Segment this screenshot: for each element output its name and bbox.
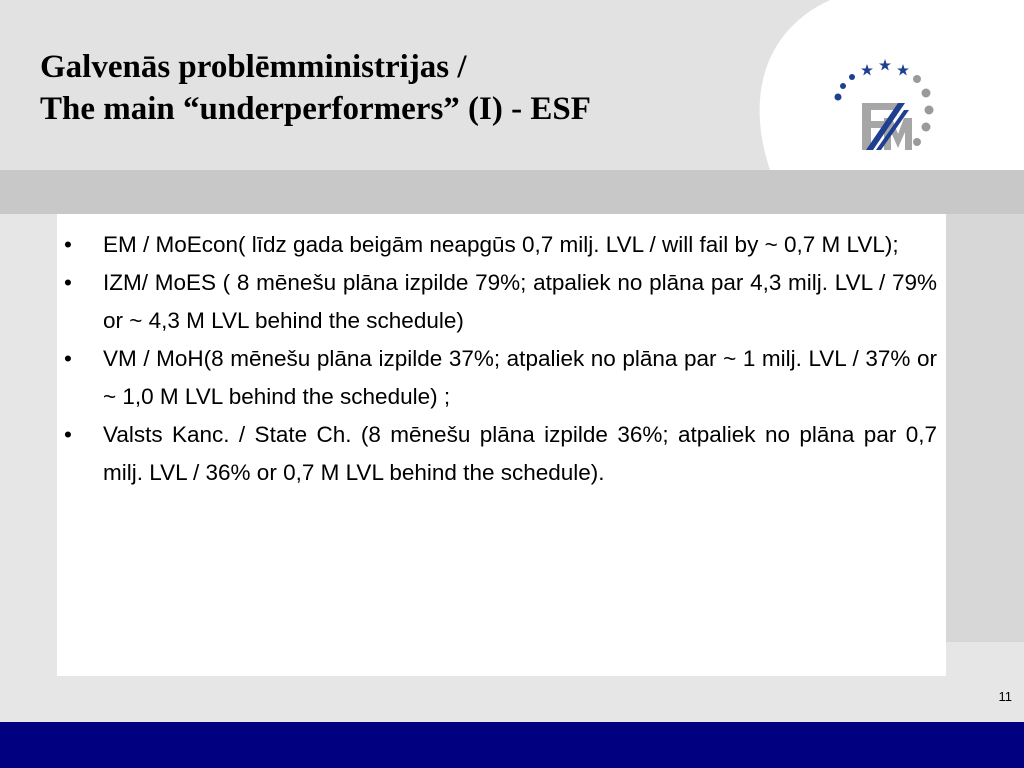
right-margin-block: [946, 214, 1024, 642]
bullet-list: [64, 226, 937, 492]
title-line-2: The main “underperformers” (I) - ESF: [40, 91, 591, 127]
divider-bar: [0, 170, 1024, 214]
bullet-icon: •: [64, 232, 72, 257]
bullet-icon: •: [64, 346, 72, 371]
title-line-1: Galvenās problēmministrijas /: [40, 49, 467, 85]
list-item: [64, 264, 937, 340]
list-item: [64, 416, 937, 492]
list-item: [64, 340, 937, 416]
bullet-text: VM / MoH(8 mēnešu plāna izpilde 37%; atpaliek no plāna par ~ 1 milj. LVL / 37% or ~ 1,0 M LVL behind the schedule) ;: [103, 346, 937, 409]
list-item: [64, 226, 937, 264]
page-number: 11: [998, 689, 1012, 704]
bullet-text: EM / MoEcon( līdz gada beigām neapgūs 0,7 milj. LVL / will fail by ~ 0,7 M LVL);: [103, 232, 899, 257]
bullet-icon: •: [64, 422, 72, 447]
slide-title: [40, 46, 591, 130]
footer-band: [0, 722, 1024, 768]
bullet-text: IZM/ MoES ( 8 mēnešu plāna izpilde 79%; atpaliek no plāna par 4,3 milj. LVL / 79% or ~ 4,3 M LVL behind the schedule): [103, 270, 937, 333]
bullet-text: Valsts Kanc. / State Ch. (8 mēnešu plāna izpilde 36%; atpaliek no plāna par 0,7 milj. LVL / 36% or 0,7 M LVL behind the schedule).: [103, 422, 937, 485]
bullet-icon: •: [64, 270, 72, 295]
